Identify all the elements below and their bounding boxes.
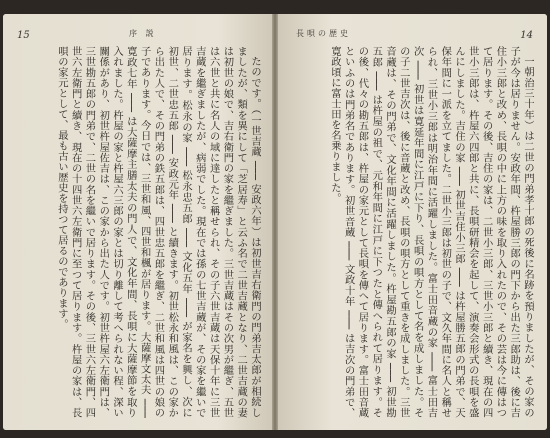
page-body-text xyxy=(17,46,261,418)
page-body-text xyxy=(290,46,534,418)
left-page xyxy=(3,14,272,430)
page-number: 15 xyxy=(17,30,30,41)
right-page xyxy=(278,14,547,430)
open-book xyxy=(3,14,547,430)
running-header: 長唄の歴史 xyxy=(296,29,351,38)
paragraph: 一朝治三十年）は二世の門弟孝十郎の死後に名跡を預りましたが、その家の子が今は居りません。安政年間、杵屋勝三郎の門下から出た三郎助は、後に吉住小三郎と改め、長唄の中に上方の味を取り入れたので、その芸は今に傳はつて居ります。その後、吉住の家は、二世小三郎、三世小三郎と續き、現在の四世小三郎は、杵屋六四郎と共に、長唄研精会を起して、演奏会形式の長唄を盛んにしました。吉住の家 ─── 初世吉住小三郎 ─── は杵屋勝五郎の門弟で、天保年間に一派を立てました。二世小三郎は初世の子で、文久年間に名人と稱せられ、三世小三郎は明治年間に活躍しました。富士田音蔵の家 ─── 富士田吉次 ─── 初世は寛延年間に江戸に下り、長唄の唄方として名を成しました。その子二世吉次は、後に音蔵と改め、長唄の唄方として重きを成しました。三世音蔵は、その門弟で、文化年間に活躍しました。杵屋勘五郎の家 ─── 初世勘五郎 ─── は杵屋の祖で、元和年間に江戸に下つたと傳へられて居ります。その後、代々の勘五郎は、杵屋の家元として長唄を傳へて居ります。富士田音蔵といふのは門弟名であります。初世音蔵 ─── 文政十年 ─── は吉次の門弟で、寛政頃に富士田を名乗りました。 xyxy=(328,46,534,418)
running-header: 序 説 xyxy=(129,29,157,38)
paragraph: たのです。（一世吉蔵 ─── 安政六年）は初世吉右衛門の門弟吉太郎が相続しましたが、類を異にして「芝居寿」と云ふ名で二世吉蔵となり、二世吉蔵の妻は初世の娘で、吉右衛門の家を繼ぎました。三世吉蔵はその次男が繼ぎ、五世は六世と共に名人の域に達したと稱せられ、その子六世吉蔵は天保十年に三世吉蔵を繼ぎましたが、病弱でした。現在では孫の七世吉蔵が、その家を繼いで居ります。松永の家 ─── 松永忠五郎 ─── 文化五年 ─── が家名を興し、次に初世、二世忠五郎 ─── 安政元年 ─── と續きます。初世松永和風は、この家から出た人で、その門弟の鉄五郎は、四世忠五郎を繼ぎ、二世和風は四世の娘の子であります。今日では、三世和風、四世和楓が居ります。大薩摩文太夫 ─── 寛政七年 ─── は大薩摩主膳太夫の門人で、文化年間、長唄に大薩摩節を取り入れました。杵屋の家と杵屋六三郎の家とは切り離して考へられない程、深い關係があり、初世杵屋佐吉は、この家から出た人です。初世杵屋六左衛門は、三世勘五郎の門弟で、二世の名を繼いで居ります。その後、三世六左衛門、四世六左衛門と續き、現在の十四世六左衛門に至つて居ります。杵屋の家は、長唄の家元として、最も古い歴史を持つて居るのであります。 xyxy=(55,46,261,418)
page-number: 14 xyxy=(520,30,533,41)
